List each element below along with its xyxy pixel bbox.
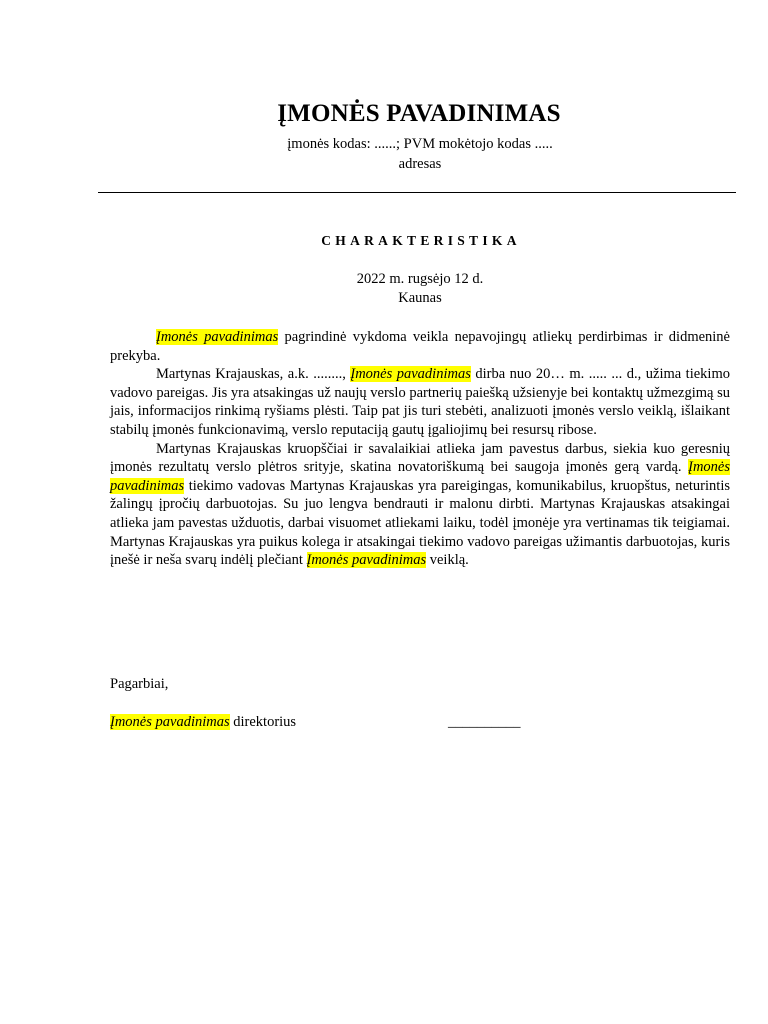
company-name-heading: ĮMONĖS PAVADINIMAS <box>277 100 561 127</box>
document-date: 2022 m. rugsėjo 12 d. <box>356 271 484 287</box>
company-codes: įmonės kodas: ......; PVM mokėtojo kodas ..... <box>287 136 553 152</box>
paragraph-3 <box>110 440 730 570</box>
paragraph-3-middle: tiekimo vadovas Martynas Krajauskas yra pareigingas, komunikabilus, kruopštus, neturintis žalingų įpročių darbuotojas. Su juo lengva bendrauti ir malonu dirbti. Martynas Krajauskas atsakingai atlieka jam pavestas užduotis, darbai visuomet atliekami laiku, todėl įmonėje yra vertinamas tik teigiamai. Martynas Krajauskas yra puikus kolega ir atsakingai tiekimo vadovo pareigas užimantis darbuotojas, kuris įnešė ir neša svarų indėlį plečiant <box>110 477 730 569</box>
highlighted-company-name: Įmonės pavadinimas <box>156 329 279 345</box>
document-city: Kaunas <box>398 290 442 306</box>
paragraph-3-end: veiklą. <box>426 552 469 569</box>
paragraph-3-intro: Martynas Krajauskas kruopščiai ir savalaikiai atlieka jam pavestus darbus, siekia kuo geresnių įmonės rezultatų verslo plėtros srityje, skatina novatoriškumą bei saugoja įmonės gerą vardą. <box>110 440 730 476</box>
signature-line: __________ <box>448 714 521 730</box>
company-address: adresas <box>398 156 442 172</box>
paragraph-2 <box>110 365 730 439</box>
paragraph-1-text: pagrindinė vykdoma veikla nepavojingų atliekų perdirbimas ir didmeninė prekyba. <box>110 329 730 364</box>
highlighted-company-name: Įmonės pavadinimas <box>110 714 230 730</box>
paragraph-2-intro: Martynas Krajauskas, a.k. ........, <box>156 366 351 383</box>
document-title: CHARAKTERISTIKA <box>321 233 521 248</box>
highlighted-company-name: Įmonės pavadinimas <box>350 366 471 383</box>
paragraph-1 <box>110 328 730 365</box>
signature-role <box>110 714 296 731</box>
closing-regards: Pagarbiai, <box>110 676 169 692</box>
highlighted-company-name: Įmonės pavadinimas <box>110 459 730 494</box>
header-divider <box>98 192 736 193</box>
highlighted-company-name: Įmonės pavadinimas <box>306 552 427 569</box>
document-body <box>110 328 730 570</box>
director-label: direktorius <box>229 714 297 730</box>
paragraph-2-text: dirba nuo 20… m. ..... ... d., užima tiekimo vadovo pareigas. Jis yra atsakingas už naujų verslo partnerių paiešką užsienyje bei kontaktų užmezgimą su jais, informacijos rinkimą ryšiams plėsti. Taip pat jis turi stebėti, analizuoti įmonės verslo veiklą, išlaikant stabilų įmonės funkcionavimą, verslo reputaciją gautų įgaliojimų bei resursų ribose. <box>110 366 730 438</box>
